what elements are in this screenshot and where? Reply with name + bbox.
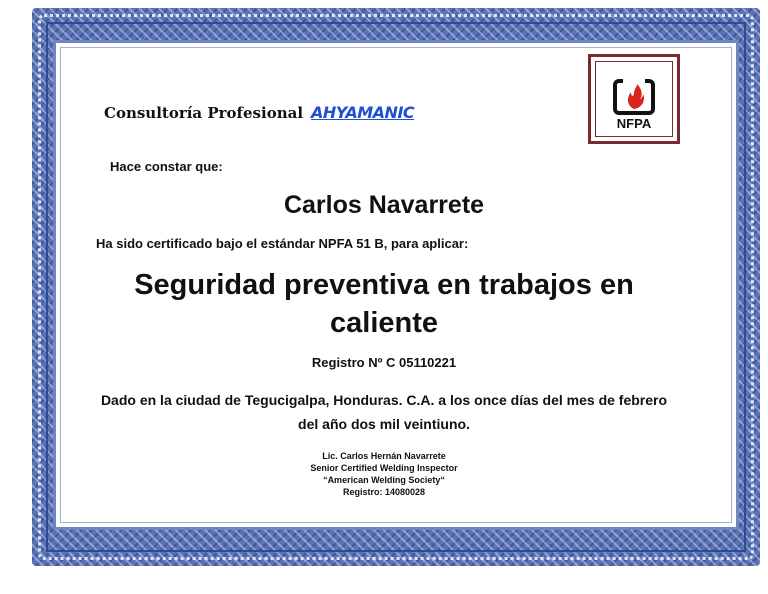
course-title-line-2: caliente — [330, 307, 438, 339]
certificate-header — [104, 103, 414, 122]
nfpa-logo-text: NFPA — [616, 116, 652, 131]
course-title — [0, 266, 768, 342]
signatory-title: Senior Certified Welding Inspector — [310, 463, 458, 473]
company-name: AHYAMANIC — [311, 103, 415, 122]
signatory-registration: Registro: 14080028 — [342, 487, 426, 497]
signatory-society: “American Welding Society“ — [323, 475, 445, 485]
recipient-name: Carlos Navarrete — [283, 191, 485, 219]
course-title-line-1: Seguridad preventiva en trabajos en — [134, 269, 634, 301]
issue-statement-line-2: del año dos mil veintiuno. — [298, 416, 470, 432]
signatory-name: Lic. Carlos Hernán Navarrete — [322, 451, 446, 461]
registration-number: Registro Nº C 05110221 — [311, 355, 457, 370]
issue-statement-line-1: Dado en la ciudad de Tegucigalpa, Honduras. C.A. a los once días del mes de febrero — [100, 392, 668, 408]
nfpa-flame-logo-icon — [609, 75, 659, 133]
signatory-block — [0, 450, 768, 498]
nfpa-logo — [588, 54, 680, 144]
intro-text: Hace constar que: — [110, 159, 223, 174]
certification-statement: Ha sido certificado bajo el estándar NPFA 51 B, para aplicar: — [96, 236, 469, 251]
header-prefix: Consultoría Profesional — [104, 104, 304, 122]
issue-statement — [0, 388, 768, 436]
